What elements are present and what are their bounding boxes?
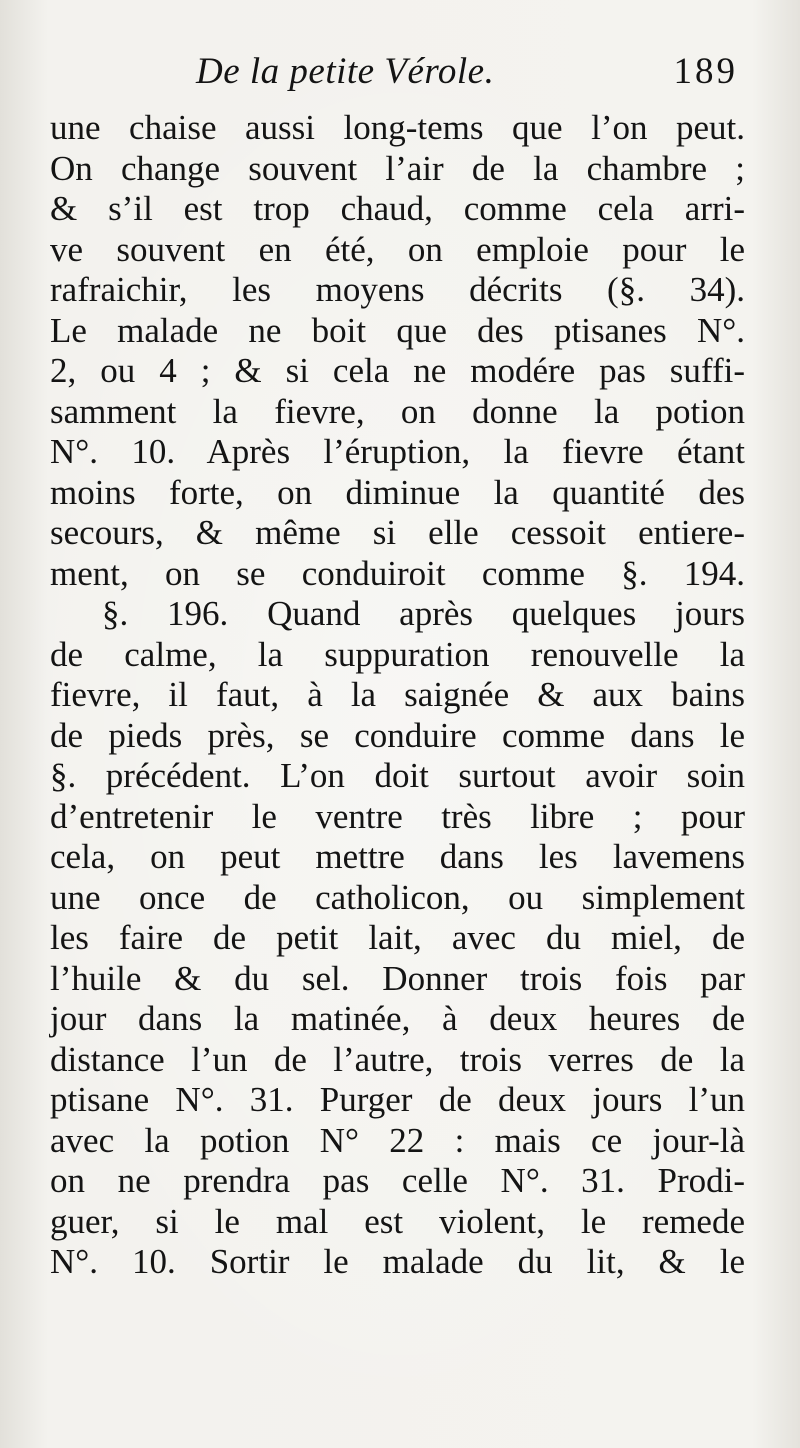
text-line: moins forte, on diminue la quantité des bbox=[50, 472, 745, 512]
text-line: §. précédent. L’on doit surtout avoir soin bbox=[50, 756, 745, 795]
text-line: on ne prendra pas celle N°. 31. Prodi- bbox=[50, 1161, 745, 1200]
text-line: l’huile & du sel. Donner trois fois par bbox=[50, 958, 745, 998]
text-line: une once de catholicon, ou simplement bbox=[50, 877, 745, 917]
page-number: 189 bbox=[673, 51, 738, 92]
text-line: ment, on se conduiroit comme §. 194. bbox=[50, 553, 745, 593]
text-line: ptisane N°. 31. Purger de deux jours l’un bbox=[50, 1080, 745, 1119]
text-line: rafraichir, les moyens décrits (§. 34). bbox=[50, 270, 745, 309]
text-line: avec la potion N° 22 : mais ce jour-là bbox=[50, 1120, 745, 1160]
text-line: ve souvent en été, on emploie pour le bbox=[50, 229, 745, 269]
text-line: de pieds près, se conduire comme dans le bbox=[50, 715, 745, 755]
text-line: N°. 10. Sortir le malade du lit, & le bbox=[50, 1242, 745, 1281]
text-line: cela, on peut mettre dans les lavemens bbox=[50, 837, 745, 876]
text-line: & s’il est trop chaud, comme cela arri- bbox=[50, 189, 745, 228]
page-header bbox=[48, 42, 748, 102]
text-line: 2, ou 4 ; & si cela ne modére pas suffi- bbox=[50, 351, 745, 390]
text-line: les faire de petit lait, avec du miel, de bbox=[50, 918, 745, 957]
text-line: d’entretenir le ventre très libre ; pour bbox=[50, 796, 745, 836]
text-line: jour dans la matinée, à deux heures de bbox=[50, 999, 745, 1038]
text-line: Le malade ne boit que des ptisanes N°. bbox=[50, 310, 745, 350]
running-head: De la petite Vérole. bbox=[196, 51, 495, 92]
text-line: distance l’un de l’autre, trois verres de la bbox=[50, 1039, 745, 1079]
text-line-paragraph-start: §. 196. Quand après quelques jours bbox=[102, 594, 745, 633]
text-line: N°. 10. Après l’éruption, la fievre étant bbox=[50, 432, 745, 471]
text-line: samment la fievre, on donne la potion bbox=[50, 391, 745, 431]
body-text bbox=[50, 108, 745, 1283]
text-line: de calme, la suppuration renouvelle la bbox=[50, 634, 745, 674]
text-line: une chaise aussi long-tems que l’on peut. bbox=[50, 108, 745, 147]
text-line: secours, & même si elle cessoit entiere- bbox=[50, 513, 745, 552]
text-line: guer, si le mal est violent, le remede bbox=[50, 1201, 745, 1241]
text-line: fievre, il faut, à la saignée & aux bains bbox=[50, 675, 745, 714]
text-line: On change souvent l’air de la chambre ; bbox=[50, 148, 745, 188]
